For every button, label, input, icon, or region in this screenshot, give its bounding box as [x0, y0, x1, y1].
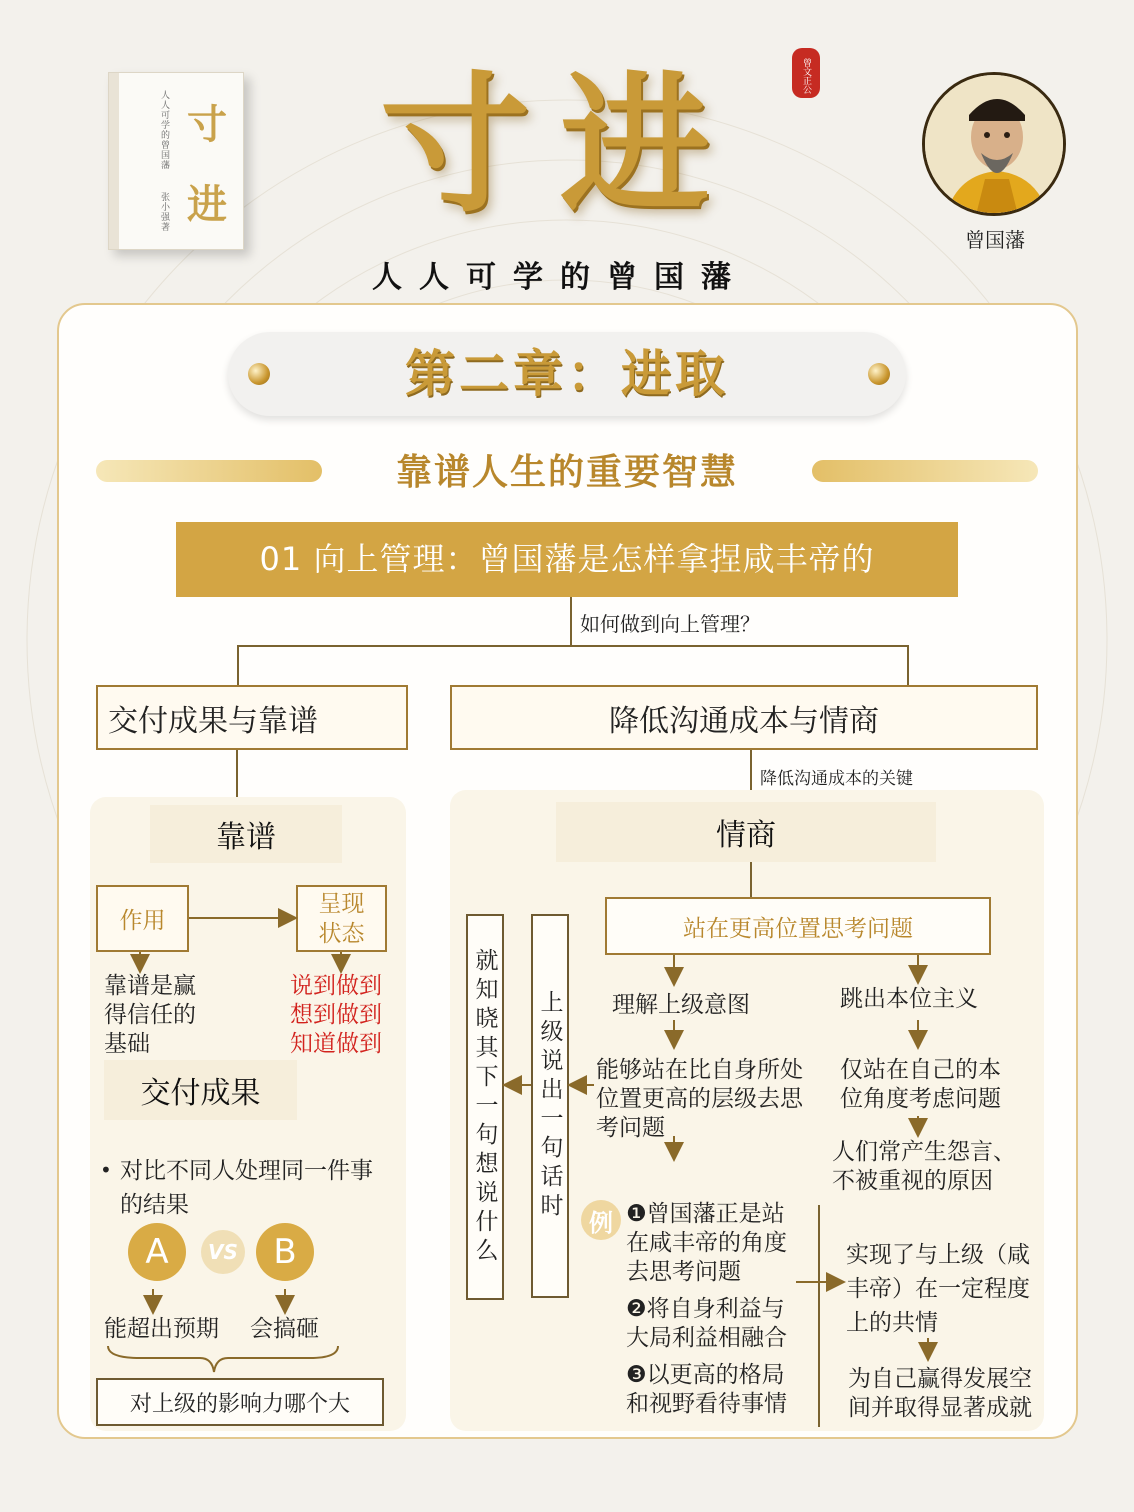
compare-bullet: 对比不同人处理同一件事 的结果: [120, 1158, 373, 1218]
topic-question: 如何做到向上管理？: [580, 612, 760, 636]
result-text: 为自己赢得发展空 间并取得显著成就: [848, 1366, 1032, 1421]
state-box: 呈现 状态: [296, 885, 387, 952]
branch-deliver-reliable: 交付成果与靠谱: [96, 685, 408, 750]
example-1: ❶曾国藩正是站 在咸丰帝的角度 去思考问题: [626, 1201, 787, 1285]
role-text: 靠谱是赢 得信任的 基础: [104, 973, 196, 1057]
tile-eq: 情商: [556, 802, 936, 862]
vs-badge: VS: [201, 1230, 245, 1274]
vertical-know-next: 就知晓其下一句想说什么: [466, 914, 504, 1300]
connector-left-drop: [237, 645, 239, 687]
complaint-text: 人们常产生怨言、 不被重视的原因: [832, 1139, 1016, 1194]
a-result: 能超出预期: [104, 1316, 219, 1342]
main-subtitle: 人人可学的曾国藩: [372, 260, 748, 295]
book-title-char-2: 进: [187, 181, 227, 228]
connector-branch: [237, 645, 909, 647]
section-title: 靠谱人生的重要智慧: [395, 452, 738, 493]
bullet-dot: •: [100, 1158, 112, 1182]
connector-left-panel: [236, 750, 238, 800]
coin-a: A: [128, 1223, 186, 1281]
example-divider: [818, 1205, 820, 1427]
book-spine: [109, 73, 119, 249]
connector-right-panel: [750, 750, 752, 792]
portrait-caption: 曾国藩: [965, 228, 1025, 252]
example-badge: 例: [581, 1200, 621, 1240]
tile-deliver: 交付成果: [104, 1060, 297, 1120]
tile-reliable: 靠谱: [150, 805, 342, 863]
portrait-image: [922, 72, 1066, 216]
book-subtitle: 人人可学的曾国藩: [161, 91, 171, 171]
book-author: 张小强 著: [161, 193, 171, 233]
key-note: 降低沟通成本的关键: [760, 769, 913, 789]
b-result: 会搞砸: [250, 1316, 319, 1342]
think-higher-box: 站在更高位置思考问题: [605, 897, 991, 955]
connector-right-drop: [907, 645, 909, 687]
vertical-when-speaks: 上级说出一句话时: [531, 914, 569, 1298]
section-bar-left: [96, 460, 322, 482]
branch-communication-eq: 降低沟通成本与情商: [450, 685, 1038, 750]
coin-b: B: [256, 1223, 314, 1281]
connector-stem: [570, 597, 572, 647]
book-cover: [108, 72, 244, 250]
connector-eq-think: [750, 862, 752, 898]
book-title-char-1: 寸: [187, 101, 227, 148]
state-text: 说到做到 想到做到 知道做到: [290, 973, 382, 1057]
portrait-illustration: [925, 75, 1066, 216]
higher-level-text: 能够站在比自身所处 位置更高的层级去思 考问题: [596, 1057, 803, 1141]
seal-stamp: 曾文正公: [792, 48, 820, 98]
own-view-text: 仅站在自己的本 位角度考虑问题: [840, 1057, 1001, 1112]
topic-banner: 01 向上管理：曾国藩是怎样拿捏咸丰帝的: [176, 522, 958, 597]
empathy-text: 实现了与上级（咸 丰帝）在一定程度 上的共情: [846, 1242, 1030, 1336]
jump-out: 跳出本位主义: [840, 986, 978, 1012]
section-bar-right: [812, 460, 1038, 482]
example-3: ❸以更高的格局 和视野看待事情: [626, 1362, 787, 1417]
main-title: 寸进: [379, 57, 740, 233]
conclusion-box: 对上级的影响力哪个大: [96, 1378, 384, 1426]
example-2: ❷将自身利益与 大局利益相融合: [626, 1296, 787, 1351]
understand-intent: 理解上级意图: [612, 992, 750, 1018]
chapter-title: 第二章：进取: [405, 345, 729, 403]
role-box: 作用: [96, 885, 189, 952]
